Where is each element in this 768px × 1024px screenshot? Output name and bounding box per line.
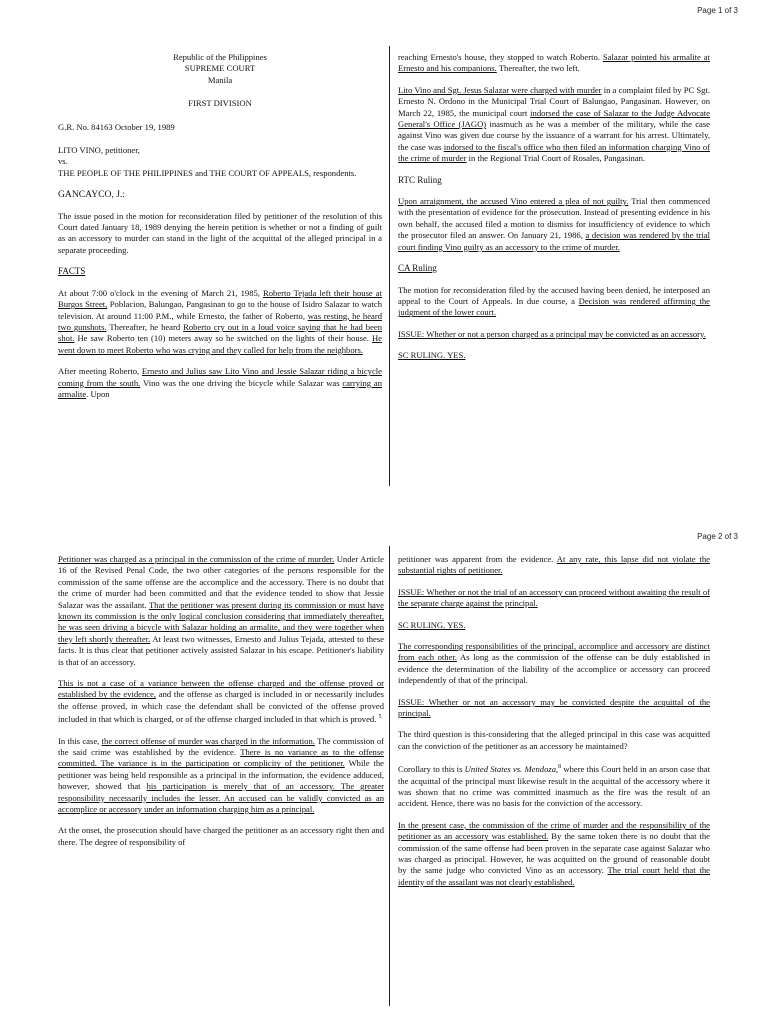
header-republic: Republic of the Philippines bbox=[173, 52, 267, 62]
discussion-paragraph-7: The third question is this-considering that the alleged principal in this case was acquitted can the conviction of the petitioner as an accessory be maintained? bbox=[398, 729, 710, 751]
document-page-1 bbox=[0, 0, 768, 500]
charges-paragraph: Lito Vino and Sgt. Jesus Salazar were charged with murder in a complaint filed by PC Sgt. Ernesto N. Ordono in the Municipal Trial Court of Balungao, Pangasinan. However, on March 22, 1985, the municipal court indorsed the case of Salazar to the Judge Advocate General's Office (JAGO) inasmuch as he was a member of the military, while the case against Vino was given due course by the issuance of a warrant for his arrest. Ultimately, the case was indorsed to the fiscal's office who then filed an information charging Vino of the crime of murder in the Regional Trial Court of Rosales, Pangasinan. bbox=[398, 84, 710, 164]
discussion-paragraph-8: Corollary to this is United States vs. Mendoza,$^8$ where this Court held in an arson case that the acquittal of the principal must likewise result in the acquittal of the accessory where it was shown that no crime was committed inasmuch as the fire was the result of an accident. Hence, there was no basis for the conviction of the accessory. bbox=[398, 764, 710, 809]
page-number: Page 1 of 3 bbox=[697, 6, 738, 15]
right-column bbox=[398, 52, 710, 372]
document-page-2 bbox=[0, 524, 768, 1024]
sc-ruling-2: SC RULING. YES. bbox=[398, 619, 466, 630]
left-column bbox=[58, 554, 384, 858]
page-gap bbox=[0, 500, 768, 524]
issue-2: ISSUE: Whether or not the trial of an accessory can proceed without awaiting the result of the separate charge against the principal. bbox=[398, 586, 710, 609]
header-division: FIRST DIVISION bbox=[188, 98, 252, 109]
ponente: GANCAYCO, J.: bbox=[58, 189, 126, 201]
discussion-paragraph-2: This is not a case of a variance between the offense charged and the offense proved or established by the evidence, and the offense as charged is included in or necessarily includes the offense proved, in which case the defendant shall be convicted of the offense proved included in that which is charged, or of the offense charged included in that which is proved. $^5$ bbox=[58, 678, 384, 725]
discussion-paragraph-1: Petitioner was charged as a principal in the commission of the crime of murder. Under Article 16 of the Revised Penal Code, the two other categories of the persons responsible for the commission of the same offense are the accomplice and the accessory. There is no doubt that the crime of murder had been committed and that the evidence tended to show that Jessie Salazar was the assailant. That the petitioner was present during its commission or must have known its commission is the only logical conclusion considering that immediately thereafter, he was seen driving a bicycle with Salazar holding an armalite, and they were together when they left shortly thereafter. At least two witnesses, Ernesto and Julius Tejada, attested to these facts. It is thus clear that petitioner actively assisted Salazar in his escape. Petitioner's liability is that of an accessory. bbox=[58, 554, 385, 667]
petitioner: LITO VINO, petitioner, bbox=[58, 145, 140, 156]
case-number: G.R. No. 84163 October 19, 1989 bbox=[58, 121, 175, 132]
ca-ruling-paragraph: The motion for reconsideration filed by the accused having been denied, he interposed an appeal to the Court of Appeals. In due course, a Decision was rendered affirming the judgment of the lower court. bbox=[398, 284, 710, 318]
column-divider bbox=[389, 46, 390, 486]
rtc-ruling-paragraph: Upon arraignment, the accused Vino entered a plea of not guilty. Trial then commenced with the presentation of evidence for the prosecution. Instead of presenting evidence in his own behalf, the accused filed a motion to dismiss for insufficiency of evidence to which the prosecutor filed an answer. On January 21, 1986, a decision was rendered by the trial court finding Vino guilty as an accessory to the crime of murder. bbox=[398, 196, 710, 252]
intro-paragraph: The issue posed in the motion for reconsideration filed by petitioner of the resolution of this Court dated January 18, 1989 denying the herein petition is whether or not a finding of guilt as an accessory to murder can stand in the light of the acquittal of the alleged principal in a separate proceeding. bbox=[58, 210, 382, 255]
page-number: Page 2 of 3 bbox=[697, 532, 738, 541]
left-column bbox=[58, 52, 382, 410]
versus: vs. bbox=[58, 156, 68, 167]
header-court: SUPREME COURT bbox=[184, 63, 256, 74]
discussion-paragraph-3: In this case, the correct offense of murder was charged in the information. The commission of the said crime was established by the evidence. There is no variance as to the offense committed. The variance is in the participation or complicity of the petitioner. While the petitioner was being held responsible as a principal in the information, the evidence adduced, however, showed that his participation is merely that of an accessory. The greater responsibility necessarily includes the lesser. An accused can be validly convicted as an accomplice or accessory under an information charging him as a principal. bbox=[58, 735, 385, 814]
footnote-ref[interactable]: 8 bbox=[558, 764, 562, 771]
facts-paragraph-3: reaching Ernesto's house, they stopped to watch Roberto. Salazar pointed his armalite at Ernesto and his companions. Thereafter, the two left. bbox=[398, 52, 710, 74]
discussion-paragraph-4: At the onset, the prosecution should have charged the petitioner as an accessory right then and there. The degree of responsibility of bbox=[58, 825, 384, 847]
discussion-paragraph-6: The corresponding responsibilities of the principal, accomplice and accessory are distinct from each other. As long as the commission of the offense can be duly established in evidence the determination of the liability of the accomplice or accessory can proceed independently of that of the principal. bbox=[398, 641, 710, 686]
rtc-ruling-heading: RTC Ruling bbox=[398, 174, 442, 185]
issue-3: ISSUE: Whether or not an accessory may be convicted despite the acquittal of the principal. bbox=[398, 696, 710, 719]
facts-paragraph-1: At about 7:00 o'clock in the evening of March 21, 1985, Roberto Tejada left their house at Burgos Street, Poblacion, Balungao, Pangasinan to go to the house of Isidro Salazar to watch television. At around 11:00 P.M., while Ernesto, the father of Roberto, was resting, he heard two gunshots. Thereafter, he heard Roberto cry out in a loud voice saying that he had been shot. He saw Roberto ten (10) meters away so he switched on the lights of their house. He went down to meet Roberto who was crying and they called for help from the neighbors. bbox=[58, 287, 383, 355]
sc-ruling-1: SC RULING. YES. bbox=[398, 350, 466, 361]
respondents: THE PEOPLE OF THE PHILIPPINES and THE COURT OF APPEALS, respondents. bbox=[58, 167, 357, 178]
facts-heading: FACTS bbox=[58, 266, 86, 277]
column-divider bbox=[389, 546, 390, 1006]
footnote-ref[interactable]: 5 bbox=[378, 714, 382, 721]
discussion-paragraph-5: petitioner was apparent from the evidence. At any rate, this lapse did not violate the substantial rights of petitioner. bbox=[398, 554, 711, 576]
facts-paragraph-2: After meeting Roberto, Ernesto and Julius saw Lito Vino and Jessie Salazar riding a bicycle coming from the south. Vino was the one driving the bicycle while Salazar was carrying an armalite. Upon bbox=[58, 366, 383, 399]
right-column bbox=[398, 554, 710, 898]
issue-1: ISSUE: Whether or not a person charged as a principal may be convicted as an accessory. bbox=[398, 328, 706, 339]
header-city: Manila bbox=[207, 74, 233, 85]
discussion-paragraph-9: In the present case, the commission of the crime of murder and the responsibility of the petitioner as an accessory was established. By the same token there is no doubt that the commission of the same offense had been proven in the separate case against Salazar who was charged as principal. However, he was acquitted on the ground of reasonable doubt by the same judge who convicted Vino as an accessory. The trial court held that the identity of the assailant was not clearly established. bbox=[398, 819, 710, 887]
ca-ruling-heading: CA Ruling bbox=[398, 263, 437, 274]
